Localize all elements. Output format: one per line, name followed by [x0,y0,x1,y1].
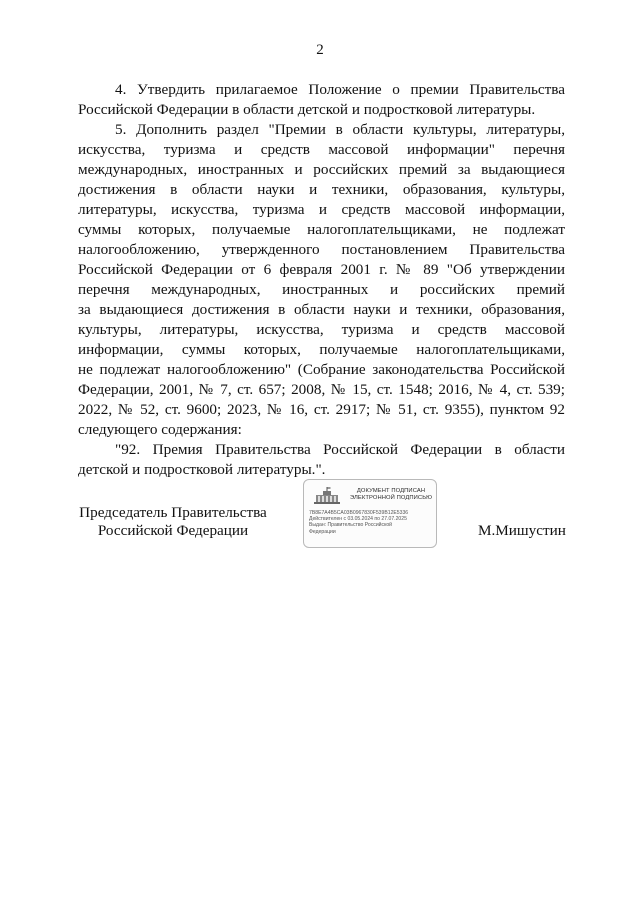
paragraph-5-line: перечня международных, иностранных и российских премий [78,281,565,298]
paragraph-5-line: информации, суммы которых, получаемые налогоплательщиками, [78,341,565,358]
paragraph-5-line: литературы, искусства, туризма и средств массовой информации, [78,201,565,218]
paragraph-5-line: достижения в области науки и техники, образования, культуры, [78,181,565,198]
signatory-position-line1: Председатель Правительства [79,504,267,521]
paragraph-5-line: не подлежат налогообложению" (Собрание законодательства Российской [78,361,565,378]
signatory-name: М.Мишустин [478,522,566,539]
paragraph-4-line: 4. Утвердить прилагаемое Положение о премии Правительства [115,81,565,98]
page-number: 2 [316,42,324,58]
stamp-title [348,488,434,502]
paragraph-5-line: международных, иностранных и российских премий за выдающиеся [78,161,565,178]
stamp-issued-to-line2: Федерации [309,528,336,535]
signatory-position-line2: Российской Федерации [97,522,249,539]
electronic-signature-stamp [303,479,437,548]
paragraph-5-line: за выдающиеся достижения в области науки и техники, образования, [78,301,565,318]
paragraph-5-line: 5. Дополнить раздел "Премии в области культуры, литературы, [115,121,565,138]
paragraph-5-line: налогообложению, утвержденного постановлением Правительства [78,241,565,258]
paragraph-5-line: искусства, туризма и средств массовой информации" перечня [78,141,565,158]
stamp-title-line1: ДОКУМЕНТ ПОДПИСАН [356,488,426,494]
building-emblem-icon [312,486,342,506]
signatory-position [78,504,268,540]
paragraph-4-line: Российской Федерации в области детской и подростковой литературы. [78,101,536,118]
paragraph-5-line: 2022, № 52, ст. 9600; 2023, № 16, ст. 2917; № 51, ст. 9355), пунктом 92 [78,401,565,418]
stamp-issued-to-line1: Выдан: Правительство Российской [309,522,393,529]
paragraph-5-line: следующего содержания: [78,421,242,438]
paragraph-5-line: Федерации, 2001, № 7, ст. 657; 2008, № 15, ст. 1548; 2016, № 4, ст. 539; [78,381,565,398]
paragraph-5-line: культуры, литературы, искусства, туризма и средств массовой [78,321,565,338]
stamp-title-line2: ЭЛЕКТРОННОЙ ПОДПИСЬЮ [349,495,433,501]
paragraph-92-line: детской и подростковой литературы.". [78,461,326,478]
paragraph-5-line: Российской Федерации от 6 февраля 2001 г. № 89 "Об утверждении [78,261,565,278]
stamp-validity: Действителен с 03.05.2024 по 27.07.2025 [309,516,407,523]
paragraph-5-line: суммы которых, получаемые налогоплательщиками, не подлежат [78,221,565,238]
stamp-details [309,510,435,535]
paragraph-92-line: "92. Премия Правительства Российской Федерации в области [115,441,565,458]
stamp-certificate: 7B8E7A4B5CA03B0967830F539B12E5336 [309,510,409,516]
